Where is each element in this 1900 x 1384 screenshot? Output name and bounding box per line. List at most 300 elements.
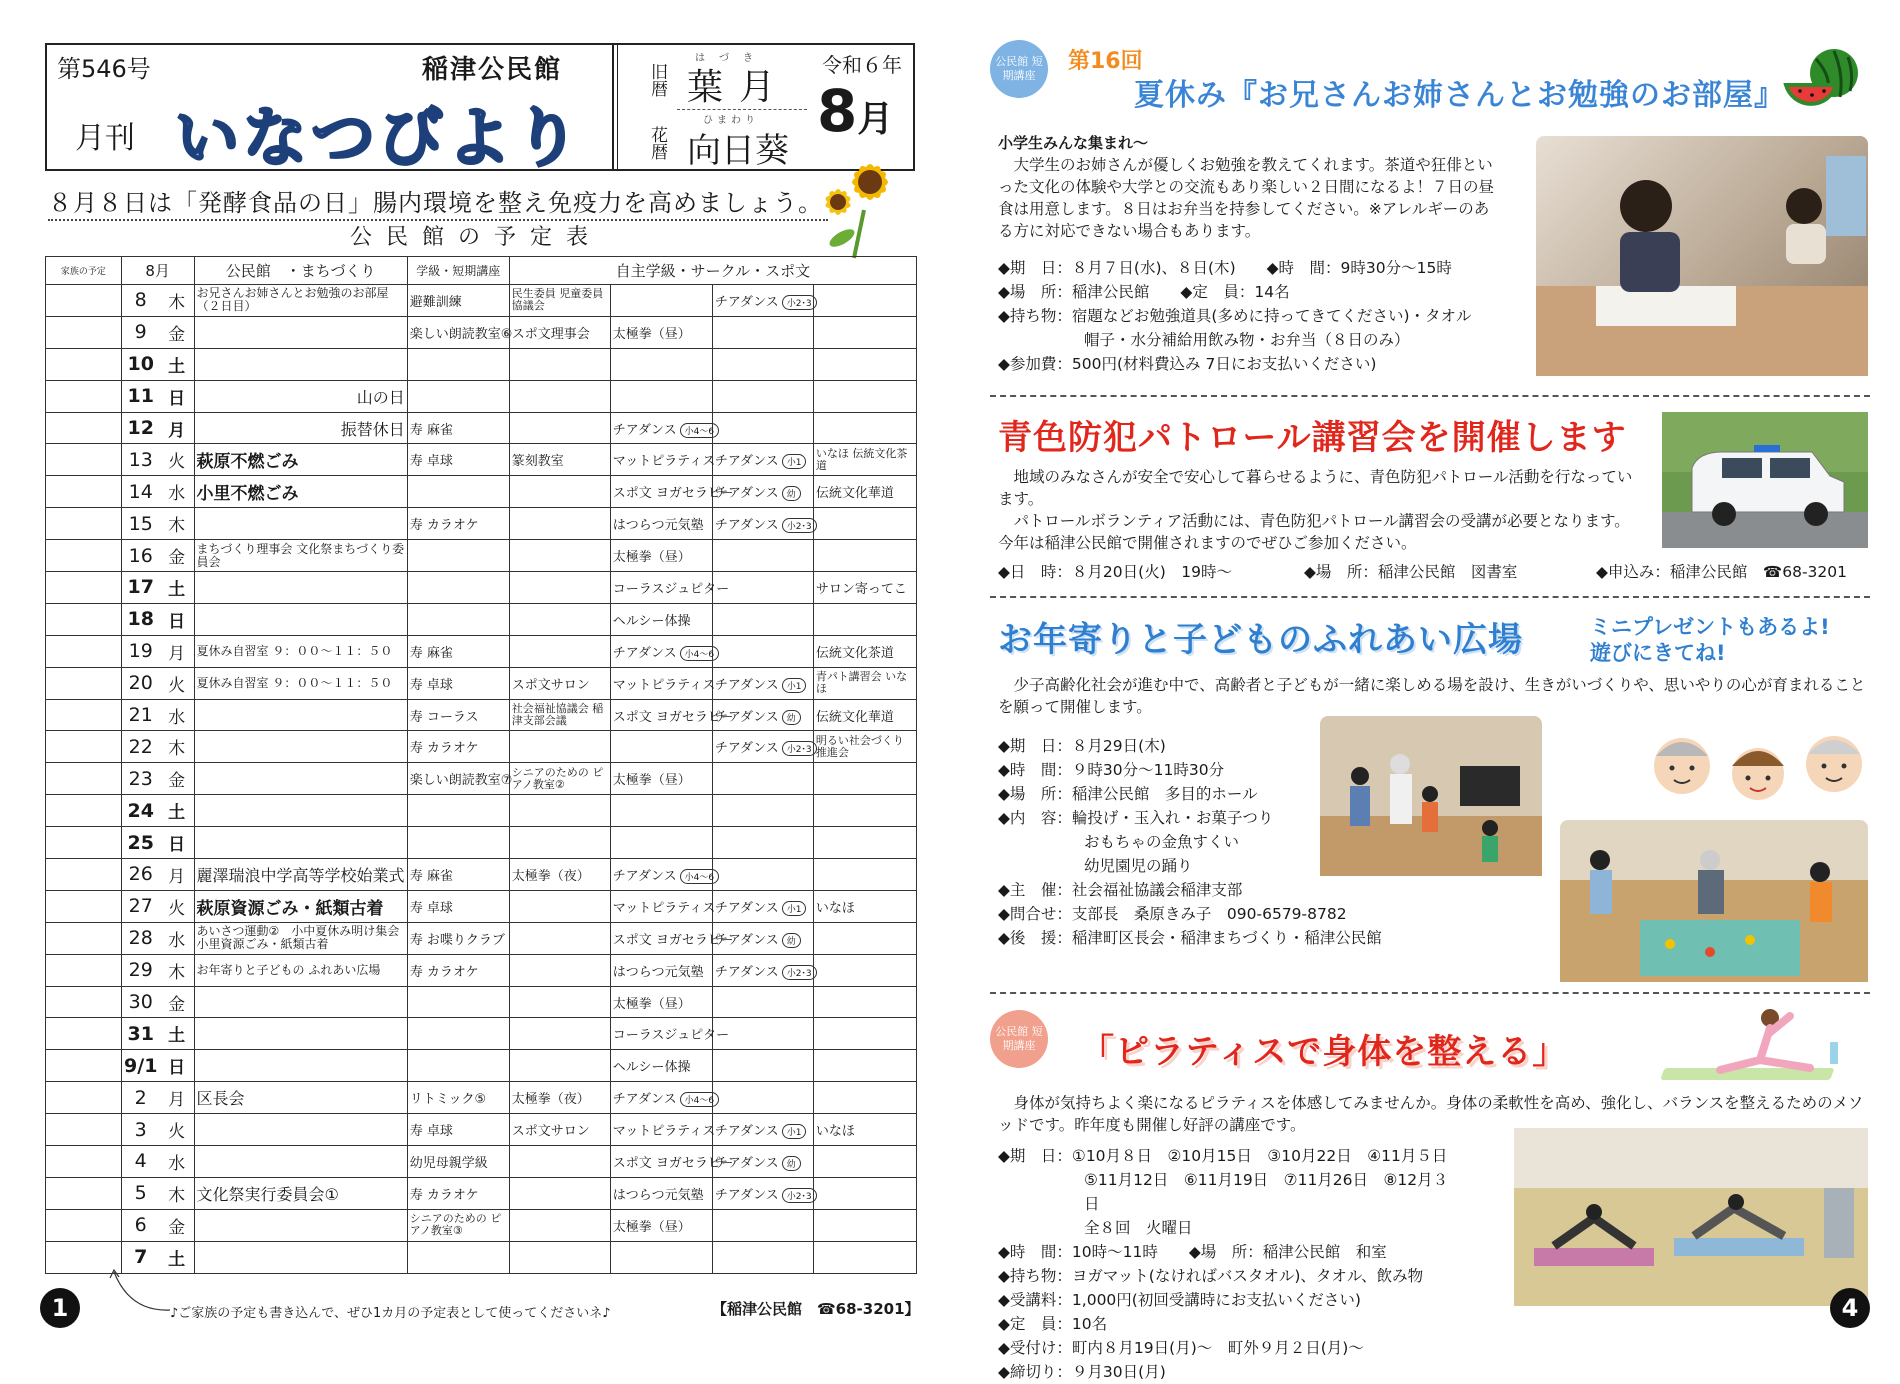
kominkan-event <box>194 1209 407 1241</box>
family-cell <box>46 476 122 508</box>
weekday: 土 <box>160 572 194 604</box>
schedule-row <box>46 1050 917 1082</box>
day-number: 5 <box>121 1177 159 1209</box>
circle-event: チアダンス 幼 <box>712 922 813 954</box>
weekday: 金 <box>160 316 194 348</box>
circle-event: シニアのための ピアノ教室② <box>509 763 610 795</box>
page-right <box>990 40 1870 1381</box>
circle-event <box>509 540 610 572</box>
circle-event <box>813 316 916 348</box>
circle-event: 太極拳（昼） <box>610 316 712 348</box>
day-number: 23 <box>121 763 159 795</box>
circle-event: 篆刻教室 <box>509 444 610 476</box>
course-event: 寿 カラオケ <box>407 731 509 763</box>
schedule-row <box>46 603 917 635</box>
day-number: 29 <box>121 954 159 986</box>
course-event <box>407 572 509 604</box>
day-number: 30 <box>121 986 159 1018</box>
day-number: 27 <box>121 890 159 922</box>
kominkan-event: まちづくり理事会 文化祭まちづくり委員会 <box>194 540 407 572</box>
course-event <box>407 1018 509 1050</box>
weekday: 水 <box>160 1146 194 1178</box>
day-number: 17 <box>121 572 159 604</box>
weekday: 木 <box>160 954 194 986</box>
family-cell <box>46 285 122 317</box>
course-event: 避難訓練 <box>407 285 509 317</box>
section1-subtitle: 小学生みんな集まれ～ <box>998 134 1149 152</box>
course-event <box>407 827 509 859</box>
kominkan-event <box>194 795 407 827</box>
course-event <box>407 540 509 572</box>
grade-tag: 小2･3 <box>782 295 817 310</box>
fureai-note: ミニプレゼントもあるよ! 遊びにきてね! <box>1590 615 1830 665</box>
circle-event <box>712 635 813 667</box>
course-event <box>407 380 509 412</box>
circle-event <box>509 348 610 380</box>
circle-event: ヘルシー体操 <box>610 1050 712 1082</box>
family-cell <box>46 1209 122 1241</box>
course-event: 寿 卓球 <box>407 667 509 699</box>
weekday: 火 <box>160 444 194 476</box>
old-month-ruby: はづき <box>695 53 767 64</box>
circle-event: チアダンス 小4～6 <box>610 412 712 444</box>
circle-event <box>813 1241 916 1273</box>
family-cell <box>46 1082 122 1114</box>
family-cell <box>46 540 122 572</box>
day-number: 18 <box>121 603 159 635</box>
circle-event <box>610 348 712 380</box>
schedule-row <box>46 1146 917 1178</box>
circle-event <box>610 380 712 412</box>
circle-event: 青パト講習会 いなほ <box>813 667 916 699</box>
circle-event <box>509 922 610 954</box>
page-number-right: 4 <box>1830 1288 1870 1328</box>
course-event: 楽しい朗読教室⑥ <box>407 316 509 348</box>
circle-event <box>712 859 813 891</box>
weekday: 金 <box>160 1209 194 1241</box>
day-number: 25 <box>121 827 159 859</box>
circle-event <box>712 1082 813 1114</box>
circle-event <box>509 572 610 604</box>
study-room-photo <box>1536 136 1868 376</box>
schedule-table <box>45 256 917 1274</box>
schedule-row <box>46 795 917 827</box>
course-event: 寿 コーラス <box>407 699 509 731</box>
session-number: 第16回 <box>1068 49 1143 74</box>
course-event: 寿 カラオケ <box>407 954 509 986</box>
circle-event: マットピラティス <box>610 890 712 922</box>
circle-event <box>509 603 610 635</box>
weekday: 木 <box>160 508 194 540</box>
circle-event <box>610 731 712 763</box>
day-number: 6 <box>121 1209 159 1241</box>
circle-event: チアダンス 幼 <box>712 1146 813 1178</box>
kominkan-event <box>194 699 407 731</box>
flower-ruby: ひまわり <box>703 115 759 126</box>
circle-event: いなほ <box>813 1114 916 1146</box>
circle-event <box>712 540 813 572</box>
day-number: 22 <box>121 731 159 763</box>
circle-event: チアダンス 小1 <box>712 444 813 476</box>
course-event: 寿 お喋りクラブ <box>407 922 509 954</box>
day-number: 10 <box>121 348 159 380</box>
day-number: 21 <box>121 699 159 731</box>
fureai-photo-1 <box>1320 716 1542 876</box>
kominkan-event <box>194 763 407 795</box>
schedule-row <box>46 572 917 604</box>
kominkan-event: 小里不燃ごみ <box>194 476 407 508</box>
pilates-figure-icon <box>1680 998 1870 1090</box>
circle-event: チアダンス 小1 <box>712 1114 813 1146</box>
circle-event: チアダンス 小2･3 <box>712 508 813 540</box>
kominkan-event: 夏休み自習室 ９：００～１１：５０ <box>194 635 407 667</box>
course-event: 寿 卓球 <box>407 1114 509 1146</box>
circle-event <box>712 763 813 795</box>
circle-event <box>813 508 916 540</box>
circle-event: チアダンス 小1 <box>712 890 813 922</box>
circle-event <box>509 890 610 922</box>
section3-body: 少子高齢化社会が進む中で、高齢者と子どもが一緒に楽しめる場を設け、生きがいづくりや、思いやりの心が育まれることを願って開催します。 <box>998 676 1866 716</box>
old-month-name: 葉月 <box>687 67 792 108</box>
day-number: 11 <box>121 380 159 412</box>
schedule-title: 公民館の予定表 <box>350 225 603 250</box>
circle-event: コーラスジュピター <box>610 1018 712 1050</box>
family-cell <box>46 572 122 604</box>
circle-event <box>813 1082 916 1114</box>
kominkan-event <box>194 316 407 348</box>
schedule-row <box>46 1209 917 1241</box>
weekday: 火 <box>160 890 194 922</box>
circle-event <box>712 1241 813 1273</box>
day-number: 8 <box>121 285 159 317</box>
kominkan-event: 振替休日 <box>194 412 407 444</box>
circle-event <box>712 603 813 635</box>
circle-event: 明るい社会づくり推進会 <box>813 731 916 763</box>
weekday: 土 <box>160 348 194 380</box>
weekday: 月 <box>160 412 194 444</box>
circle-event: チアダンス 小4～6 <box>610 635 712 667</box>
schedule-row <box>46 380 917 412</box>
circle-event <box>813 540 916 572</box>
schedule-row <box>46 667 917 699</box>
family-cell <box>46 603 122 635</box>
circle-event: チアダンス 幼 <box>712 699 813 731</box>
family-cell <box>46 444 122 476</box>
family-cell <box>46 1114 122 1146</box>
section3-info: ◆期 日：８月29日(木) ◆時 間：９時30分～11時30分 ◆場 所：稲津公民館 多目的ホール ◆内 容：輪投げ・玉入れ・お菓子つり おもちゃの金魚すくい 幼児園児の踊り ◆主 催：社会福祉協議会稲津支部 ◆問合せ：支部長 桑原きみ子 090-6579-8782 ◆後 援：稲津町区長会・稲津まちづくり・稲津公民館 <box>998 737 1382 947</box>
schedule-row <box>46 316 917 348</box>
circle-event: 伝統文化華道 <box>813 699 916 731</box>
page-number-left: 1 <box>40 1288 80 1328</box>
day-number: 19 <box>121 635 159 667</box>
family-cell <box>46 1050 122 1082</box>
circle-event <box>509 380 610 412</box>
kominkan-event <box>194 603 407 635</box>
circle-event: ヘルシー体操 <box>610 603 712 635</box>
circle-event: マットピラティス <box>610 667 712 699</box>
circle-event: 伝統文化茶道 <box>813 635 916 667</box>
kominkan-event: 萩原資源ごみ・紙類古着 <box>194 890 407 922</box>
schedule-row <box>46 348 917 380</box>
family-cell <box>46 954 122 986</box>
course-event <box>407 348 509 380</box>
circle-event <box>509 827 610 859</box>
circle-event <box>509 954 610 986</box>
weekday: 水 <box>160 699 194 731</box>
kominkan-event <box>194 827 407 859</box>
masthead <box>45 43 915 176</box>
circle-event: 民生委員 児童委員協議会 <box>509 285 610 317</box>
day-number: 2 <box>121 1082 159 1114</box>
circle-event <box>813 380 916 412</box>
circle-event: 太極拳（昼） <box>610 540 712 572</box>
day-number: 16 <box>121 540 159 572</box>
circle-event <box>509 795 610 827</box>
circle-event <box>509 412 610 444</box>
pilates-photo <box>1514 1128 1868 1306</box>
schedule-row <box>46 1018 917 1050</box>
old-calendar-label: 旧暦 <box>647 63 667 97</box>
section2-body: 地域のみなさんが安全で安心して暮らせるように、青色防犯パトロール活動を行なっています。 パトロールボランティア活動には、青色防犯パトロール講習会の受講が必要となります。今年は稲津公民館で開催されますのでぜひご参加ください。 <box>998 468 1633 552</box>
circle-event: 太極拳（昼） <box>610 763 712 795</box>
circle-event: チアダンス 小2･3 <box>712 731 813 763</box>
day-number: 26 <box>121 859 159 891</box>
table-header-row <box>46 257 917 285</box>
circle-event <box>712 316 813 348</box>
family-cell <box>46 348 122 380</box>
kominkan-event: 麗澤瑞浪中学高等学校始業式 <box>194 859 407 891</box>
circle-event: スポ文サロン <box>509 1114 610 1146</box>
col-family: 家族の予定 <box>46 257 122 285</box>
circle-event: 太極拳（夜） <box>509 1082 610 1114</box>
watermelon-icon <box>1782 45 1862 109</box>
course-event <box>407 1050 509 1082</box>
schedule-row <box>46 444 917 476</box>
circle-event <box>610 285 712 317</box>
fureai-title: お年寄りと子どものふれあい広場 <box>998 620 1523 660</box>
day-number: 15 <box>121 508 159 540</box>
circle-event: チアダンス 幼 <box>712 476 813 508</box>
circle-event <box>813 1018 916 1050</box>
patrol-title: 青色防犯パトロール講習会を開催します <box>998 418 1627 458</box>
circle-event: 伝統文化華道 <box>813 476 916 508</box>
schedule-row <box>46 890 917 922</box>
circle-event <box>610 795 712 827</box>
circle-event <box>509 635 610 667</box>
section4-info: ◆期 日：①10月８日 ②10月15日 ③10月22日 ④11月５日 ⑤11月12日 ⑥11月19日 ⑦11月26日 ⑧12月３日 全８回 火曜日 ◆時 間：10時～11時 ◆場 所：稲津公民館 和室 ◆持ち物：ヨガマット(なければバスタオル)、タオル、飲み物 ◆受講料：1,000円(初回受講時にお支払いください) ◆定 員：10名 ◆受付け：町内８月19日(月)～ 町外９月２日(月)～ ◆締切り：９月30日(月) <box>998 1147 1449 1381</box>
family-cell <box>46 635 122 667</box>
grade-tag: 小1 <box>782 678 807 693</box>
circle-event: スポ文理事会 <box>509 316 610 348</box>
kominkan-event: お兄さんお姉さんとお勉強のお部屋（２日目） <box>194 285 407 317</box>
circle-event <box>509 1241 610 1273</box>
kominkan-event: 区長会 <box>194 1082 407 1114</box>
circle-event: サロン寄ってこ <box>813 572 916 604</box>
weekday: 日 <box>160 827 194 859</box>
schedule-row <box>46 635 917 667</box>
family-cell <box>46 763 122 795</box>
family-cell <box>46 699 122 731</box>
grade-tag: 幼 <box>782 710 801 725</box>
short-course-badge: 公民館 短期講座 <box>990 40 1048 98</box>
circle-event <box>509 1018 610 1050</box>
weekday: 日 <box>160 603 194 635</box>
schedule-row <box>46 540 917 572</box>
circle-event: スポ文 ヨガセラピー <box>610 922 712 954</box>
grade-tag: 小2･3 <box>782 741 817 756</box>
circle-event <box>813 285 916 317</box>
weekday: 木 <box>160 731 194 763</box>
circle-event: はつらつ元気塾 <box>610 508 712 540</box>
footer-contact: 【稲津公民館 ☎68-3201】 <box>712 1300 920 1318</box>
kominkan-event: お年寄りと子どもの ふれあい広場 <box>194 954 407 986</box>
section1-body: 大学生のお姉さんが優しくお勉強を教えてくれます。茶道や狂俳といった文化の体験や大学との交流もあり楽しい２日間になるよ！７日の昼食は用意します。８日はお弁当を持参してください。※アレルギーのある方に対応できない場合もあります。 <box>998 156 1495 240</box>
circle-event <box>712 1050 813 1082</box>
circle-event: 太極拳（昼） <box>610 986 712 1018</box>
course-event: リトミック⑤ <box>407 1082 509 1114</box>
family-cell <box>46 1177 122 1209</box>
kominkan-event <box>194 348 407 380</box>
course-event: 楽しい朗読教室⑦ <box>407 763 509 795</box>
schedule-row <box>46 476 917 508</box>
day-number: 12 <box>121 412 159 444</box>
grade-tag: 小4～6 <box>680 423 719 438</box>
weekday: 日 <box>160 1050 194 1082</box>
section1-info: ◆期 日：８月７日(水)、８日(木) ◆時 間：9時30分～15時 ◆場 所：稲津公民館 ◆定 員：14名 ◆持ち物：宿題などお勉強道具(多めに持ってきてください)・タオル 帽子・水分補給用飲み物・お弁当（８日のみ） ◆参加費：500円(材料費込み 7日にお支払いください) <box>998 259 1472 373</box>
circle-event <box>509 476 610 508</box>
elder-child-faces-icon <box>1648 716 1868 812</box>
schedule-row <box>46 763 917 795</box>
pilates-title: 「ピラティスで身体を整える」 <box>1080 1032 1568 1072</box>
kominkan-event <box>194 1018 407 1050</box>
weekday: 木 <box>160 1177 194 1209</box>
circle-event: はつらつ元気塾 <box>610 954 712 986</box>
grade-tag: 小1 <box>782 901 807 916</box>
circle-event <box>813 859 916 891</box>
grade-tag: 小1 <box>782 454 807 469</box>
col-circle: 自主学級・サークル・スポ文 <box>509 257 916 285</box>
schedule-row <box>46 1114 917 1146</box>
family-cell <box>46 859 122 891</box>
circle-event: スポ文 ヨガセラピー <box>610 699 712 731</box>
grade-tag: 幼 <box>782 933 801 948</box>
family-cell <box>46 412 122 444</box>
family-cell <box>46 380 122 412</box>
family-cell <box>46 922 122 954</box>
weekday: 水 <box>160 476 194 508</box>
weekday: 日 <box>160 380 194 412</box>
arrow-icon <box>100 1266 180 1316</box>
schedule-row <box>46 986 917 1018</box>
course-event: 幼児母親学級 <box>407 1146 509 1178</box>
course-event: シニアのための ピアノ教室③ <box>407 1209 509 1241</box>
kominkan-event: あいさつ運動② 小中夏休み明け集会 小里資源ごみ・紙類古着 <box>194 922 407 954</box>
era-year: 令和６年 <box>822 53 902 77</box>
grade-tag: 幼 <box>782 1156 801 1171</box>
footer-note: ♪ご家族の予定も書き込んで、ぜひ1カ月の予定表として使ってくださいネ♪ <box>170 1306 611 1321</box>
kominkan-event <box>194 572 407 604</box>
course-event: 寿 麻雀 <box>407 412 509 444</box>
grade-tag: 小2･3 <box>782 1188 817 1203</box>
day-number: 3 <box>121 1114 159 1146</box>
patrol-place: ◆場 所：稲津公民館 図書室 <box>1304 563 1518 581</box>
family-cell <box>46 731 122 763</box>
course-event <box>407 1241 509 1273</box>
circle-event <box>712 1209 813 1241</box>
circle-event <box>813 348 916 380</box>
kominkan-event: 山の日 <box>194 380 407 412</box>
schedule-row <box>46 508 917 540</box>
page-left <box>40 40 920 1330</box>
circle-event: チアダンス 小1 <box>712 667 813 699</box>
circle-event <box>813 827 916 859</box>
kominkan-event: 萩原不燃ごみ <box>194 444 407 476</box>
circle-event: チアダンス 小2･3 <box>712 285 813 317</box>
circle-event <box>712 827 813 859</box>
course-event <box>407 986 509 1018</box>
family-cell <box>46 890 122 922</box>
monthly-label: 月刊 <box>75 121 135 156</box>
day-number: 4 <box>121 1146 159 1178</box>
circle-event <box>509 508 610 540</box>
kominkan-event: 文化祭実行委員会① <box>194 1177 407 1209</box>
grade-tag: 小2･3 <box>782 965 817 980</box>
kominkan-event <box>194 1146 407 1178</box>
circle-event: スポ文 ヨガセラピー <box>610 1146 712 1178</box>
month-number: 8月 <box>817 77 894 145</box>
circle-event: チアダンス 小4～6 <box>610 1082 712 1114</box>
course-event: 寿 卓球 <box>407 890 509 922</box>
fureai-photo-2 <box>1560 820 1868 982</box>
circle-event: スポ文 ヨガセラピー <box>610 476 712 508</box>
grade-tag: 小4～6 <box>680 869 719 884</box>
weekday: 土 <box>160 795 194 827</box>
kominkan-event: 夏休み自習室 ９：００～１１：５０ <box>194 667 407 699</box>
circle-event: いなほ 伝統文化茶道 <box>813 444 916 476</box>
weekday: 火 <box>160 667 194 699</box>
day-number: 20 <box>121 667 159 699</box>
circle-event: いなほ <box>813 890 916 922</box>
circle-event <box>712 986 813 1018</box>
circle-event: 社会福祉協議会 稲津支部会議 <box>509 699 610 731</box>
course-event <box>407 476 509 508</box>
grade-tag: 小1 <box>782 1124 807 1139</box>
circle-event <box>610 827 712 859</box>
weekday: 火 <box>160 1114 194 1146</box>
patrol-date: ◆日 時：８月20日(火) 19時～ <box>998 563 1232 581</box>
flower-calendar-label: 花暦 <box>647 126 667 160</box>
kominkan-event <box>194 1050 407 1082</box>
grade-tag: 小4～6 <box>680 1092 719 1107</box>
org-name: 稲津公民館 <box>422 55 563 85</box>
patrol-car-photo <box>1662 412 1868 548</box>
circle-event <box>813 1177 916 1209</box>
family-cell <box>46 986 122 1018</box>
circle-event <box>509 986 610 1018</box>
day-number: 9 <box>121 316 159 348</box>
schedule-row <box>46 412 917 444</box>
kominkan-event <box>194 731 407 763</box>
circle-event: チアダンス 小4～6 <box>610 859 712 891</box>
day-number: 28 <box>121 922 159 954</box>
circle-event: コーラスジュピター <box>610 572 712 604</box>
circle-event: 太極拳（昼） <box>610 1209 712 1241</box>
circle-event <box>712 380 813 412</box>
circle-event <box>509 1177 610 1209</box>
schedule-row <box>46 285 917 317</box>
weekday: 土 <box>160 1241 194 1273</box>
schedule-row <box>46 1082 917 1114</box>
